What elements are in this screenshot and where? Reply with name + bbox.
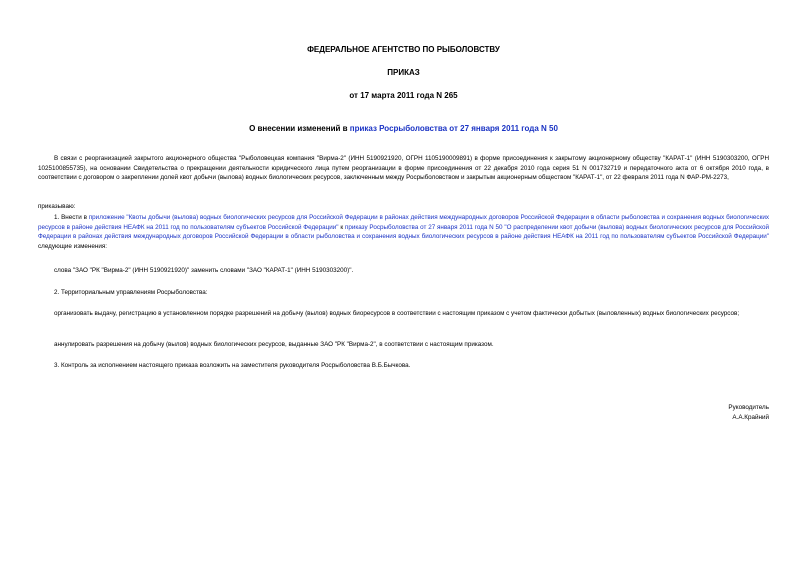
preamble-paragraph: В связи с реорганизацией закрытого акционерного общества "Рыболовецкая компания "Вирма-2" (ИНН 5190921920, ОГРН 1105190009891) в форме присоединения к закрытому акционерному обществу "КАРАТ-1" (ИНН 5190303200, ОГРН 1025100855735), на основании Свидетельства о прекращении деятельности юридического лица путем реорганизации в форме присоединения от 22 декабря 2010 года серия 51 N 001732719 и передаточного акта от 6 октября 2010 года, в соответствии с договором о закреплении долей квот добычи (вылова) водных биологических ресурсов, заключенным между Росрыболовством и закрытым акционерным обществом "КАРАТ-1", от 22 февраля 2011 года N ФАР-РМ-2273, <box>38 155 769 182</box>
appendix-link[interactable]: приложение "Квоты добычи (вылова) водных биологических ресурсов для Российской Федерации в районах действия международных договоров Российской Федерации в области рыболовства и сохранения водных биологических ресурсов в районе действия НЕАФК на 2011 год по пользователям субъектов Российской Федерации" <box>38 214 769 231</box>
order-50-link[interactable]: приказу Росрыболовства от 27 января 2011 года N 50 "О распределении квот добычи (вылова) водных биологических ресурсов для Российской Федерации в районах действия международных договоров Российской Федерации в области рыболовства и сохранения водных биологических ресурсов в районе действия НЕАФК на 2011 год по пользователям субъектов Российской Федерации" <box>38 223 769 241</box>
item-3-paragraph: 3. Контроль за исполнением настоящего приказа возложить на заместителя руководителя Росрыболовства В.Б.Бычкова. <box>54 362 411 369</box>
item-1-suffix: следующие изменения: <box>38 242 108 250</box>
document-type: ПРИКАЗ <box>387 68 420 77</box>
order-word: приказываю: <box>38 203 76 210</box>
agency-name: ФЕДЕРАЛЬНОЕ АГЕНТСТВО ПО РЫБОЛОВСТВУ <box>307 45 500 54</box>
document-title-prefix: О внесении изменений в <box>249 124 350 133</box>
item-2-subparagraph-issue: организовать выдачу, регистрацию в установленном порядке разрешений на добычу (вылов) водных биоресурсов в соответствии с настоящим приказом с учетом фактически добытых (выловленных) водных биологических ресурсов; <box>54 310 740 317</box>
item-2-subparagraph-cancel: аннулировать разрешения на добычу (вылов) водных биологических ресурсов, выданные ЗАО "РК "Вирма-2", в соответствии с настоящим приказом. <box>54 341 494 348</box>
item-1-paragraph <box>38 213 769 251</box>
signature-position: Руководитель <box>728 404 769 411</box>
item-1-prefix: 1. Внести в <box>54 214 89 221</box>
replacement-clause: слова "ЗАО "РК "Вирма-2" (ИНН 5190921920)" заменить словами "ЗАО "КАРАТ-1" (ИНН 5190303200)". <box>54 267 354 274</box>
document-date-number: от 17 марта 2011 года N 265 <box>349 91 458 100</box>
document-page <box>38 0 769 571</box>
item-2-paragraph: 2. Территориальным управлениям Росрыболовства: <box>54 289 208 296</box>
document-title <box>38 124 769 134</box>
signature-name: А.А.Крайний <box>732 414 769 421</box>
amended-order-link[interactable]: приказ Росрыболовства от 27 января 2011 года N 50 <box>349 124 558 133</box>
item-1-middle: к <box>338 223 345 231</box>
